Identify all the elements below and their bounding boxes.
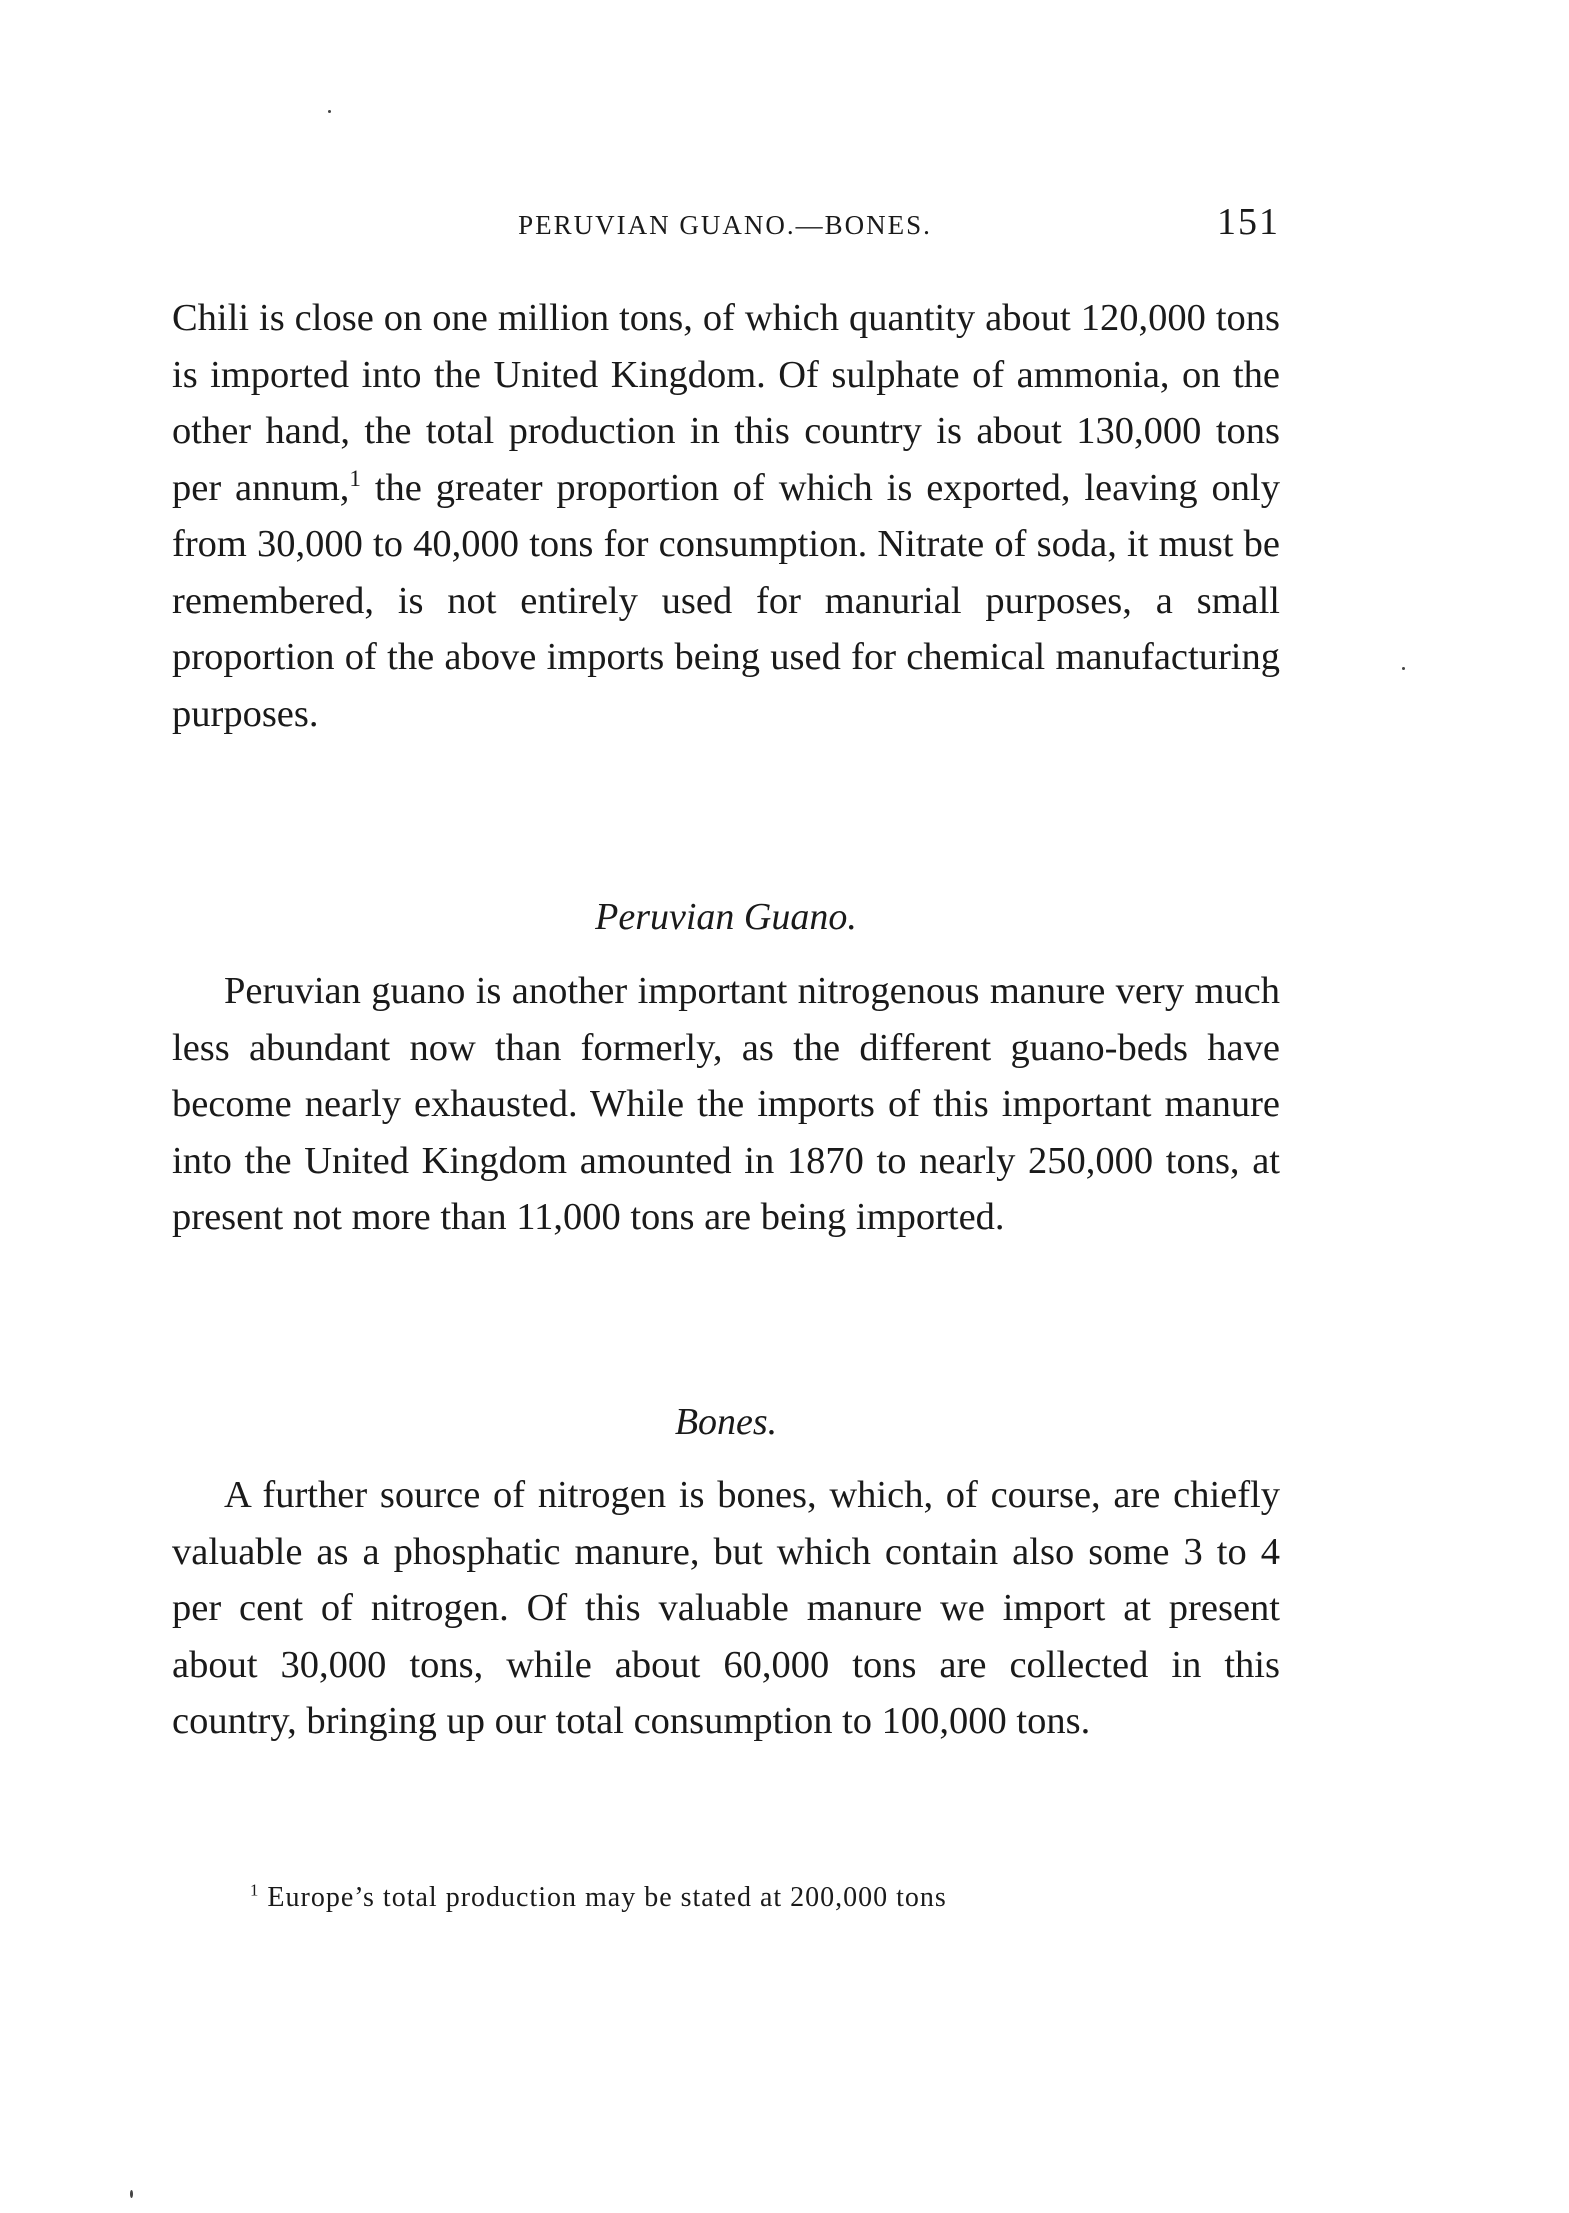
- scan-speck: [1402, 667, 1405, 670]
- section-heading-bones: Bones.: [674, 1401, 778, 1443]
- paragraph-peruvian-guano: [172, 963, 1280, 1246]
- footnote-mark: 1: [250, 1880, 260, 1900]
- paragraph-bones: [172, 1467, 1280, 1750]
- scan-speck: [130, 2190, 133, 2198]
- scan-speck: [328, 110, 331, 113]
- footnote: [250, 1882, 1280, 1914]
- paragraph-bones-text: A further source of nitrogen is bones, which, of course, are chiefly valuable as a phosphatic manure, but which contain also some 3 to 4 per cent of nitrogen. Of this valuable manure we import at present about 30,000 tons, while about 60,000 tons are collected in this country, bringing up our total consumption to 100,000 tons.: [172, 1474, 1280, 1742]
- paragraph-nitrates-text: [172, 290, 1280, 742]
- footnote-text: Europe’s total production may be stated at 200,000 tons: [259, 1882, 947, 1913]
- paragraph-nitrates-after-note: the greater proportion of which is exported, leaving only from 30,000 to 40,000 tons for consumption. Nitrate of soda, it must be remembered, is not entirely used for manurial purposes, a small proportion of the above imports being used for chemical manufacturing purposes.: [172, 466, 1280, 735]
- running-head: [170, 200, 1280, 250]
- page-number: 151: [1217, 201, 1280, 243]
- paragraph-nitrates: [172, 290, 1280, 742]
- running-title: PERUVIAN GUANO.—BONES.: [518, 210, 932, 240]
- paragraph-nitrates-before-note: Chili is close on one million tons, of which quantity about 120,000 tons is imported into the United Kingdom. Of sulphate of ammonia, on the other hand, the total production in this country is about 130,000 tons per annum,: [172, 297, 1280, 509]
- paragraph-peruvian-guano-text: Peruvian guano is another important nitrogenous manure very much less abundant now than formerly, as the different guano-beds have become nearly exhausted. While the imports of this important manure into the United Kingdom amounted in 1870 to nearly 250,000 tons, at present not more than 11,000 tons are being imported.: [172, 970, 1280, 1238]
- section-heading-peruvian-guano: Peruvian Guano.: [595, 896, 857, 938]
- footnote-reference-mark: 1: [349, 464, 361, 491]
